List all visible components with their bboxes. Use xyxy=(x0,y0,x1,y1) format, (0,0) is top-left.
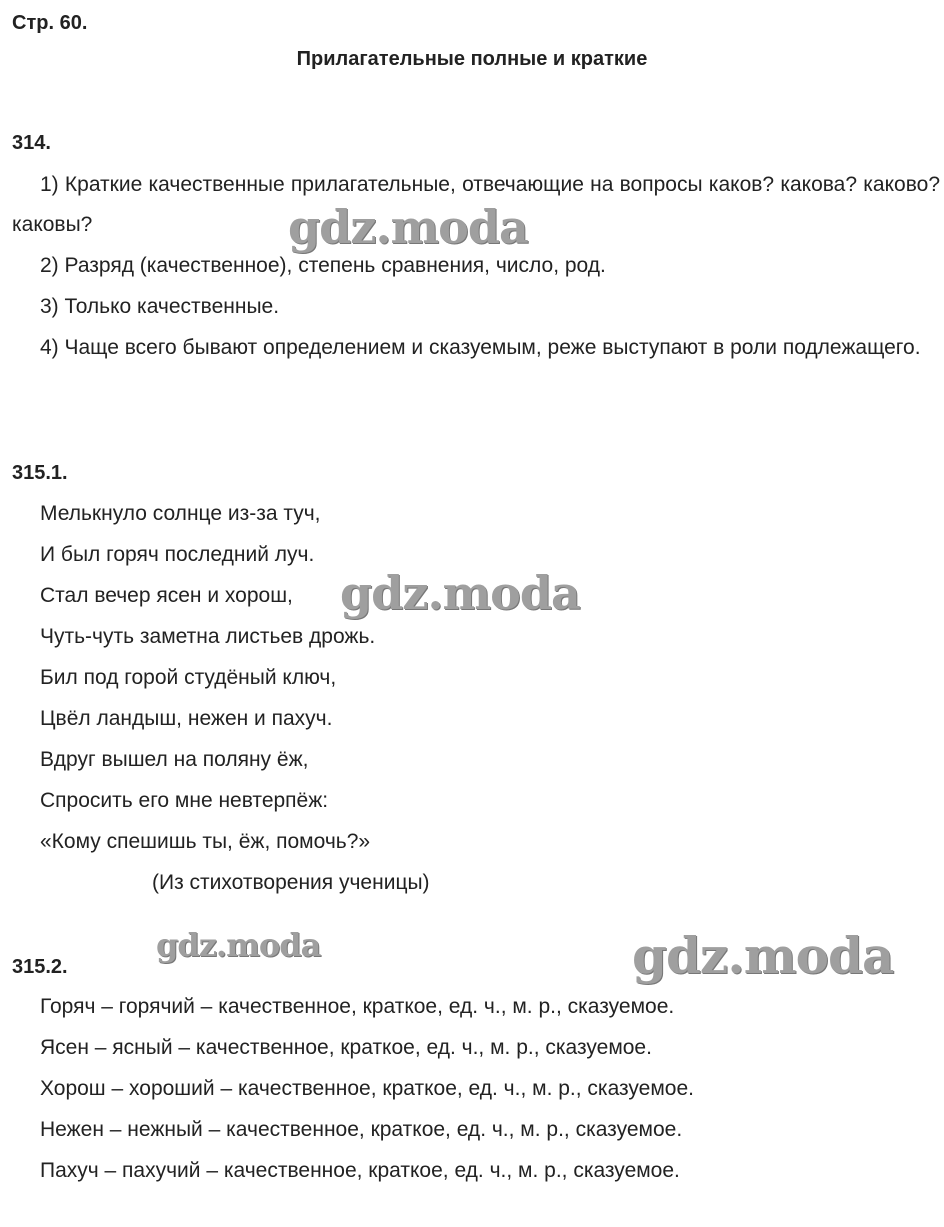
exercise-314-answer-2: 2) Разряд (качественное), степень сравнения, число, род. xyxy=(40,254,606,277)
poem-line: Чуть-чуть заметна листьев дрожь. xyxy=(40,625,376,648)
poem-line: И был горяч последний луч. xyxy=(40,543,315,566)
poem-line: Вдруг вышел на поляну ёж, xyxy=(40,748,309,771)
page-number-label: Стр. 60. xyxy=(12,12,88,34)
poem-line: «Кому спешишь ты, ёж, помочь?» xyxy=(40,830,371,853)
poem-line: Спросить его мне невтерпёж: xyxy=(40,789,329,812)
watermark-logo: gdz.moda xyxy=(340,566,580,620)
exercise-314-answer-3: 3) Только качественные. xyxy=(40,295,280,318)
poem-line: Стал вечер ясен и хорош, xyxy=(40,584,293,607)
watermark-logo: gdz.moda xyxy=(632,926,894,985)
exercise-314-answer-1: 1) Краткие качественные прилагательные, отвечающие на вопросы каков? какова? каково? каковы? xyxy=(12,173,940,236)
poem-line: Бил под горой студёный ключ, xyxy=(40,666,337,689)
analysis-line: Нежен – нежный – качественное, краткое, ед. ч., м. р., сказуемое. xyxy=(40,1118,683,1141)
exercise-315-2-number: 315.2. xyxy=(12,956,68,978)
exercise-314-answer-4: 4) Чаще всего бывают определением и сказуемым, реже выступают в роли подлежащего. xyxy=(40,336,921,359)
poem-line: Мелькнуло солнце из-за туч, xyxy=(40,502,321,525)
watermark-logo: gdz.moda xyxy=(156,926,321,964)
analysis-line: Хорош – хороший – качественное, краткое, ед. ч., м. р., сказуемое. xyxy=(40,1077,694,1100)
page-title: Прилагательные полные и краткие xyxy=(296,48,648,70)
poem-line: Цвёл ландыш, нежен и пахуч. xyxy=(40,707,333,730)
watermark-logo: gdz.moda xyxy=(288,200,528,254)
exercise-315-1-number: 315.1. xyxy=(12,462,68,484)
exercise-314-number: 314. xyxy=(12,132,51,154)
analysis-line: Пахуч – пахучий – качественное, краткое, ед. ч., м. р., сказуемое. xyxy=(40,1159,680,1182)
poem-attribution: (Из стихотворения ученицы) xyxy=(152,871,430,894)
analysis-line: Ясен – ясный – качественное, краткое, ед. ч., м. р., сказуемое. xyxy=(40,1036,652,1059)
analysis-line: Горяч – горячий – качественное, краткое, ед. ч., м. р., сказуемое. xyxy=(40,995,675,1018)
